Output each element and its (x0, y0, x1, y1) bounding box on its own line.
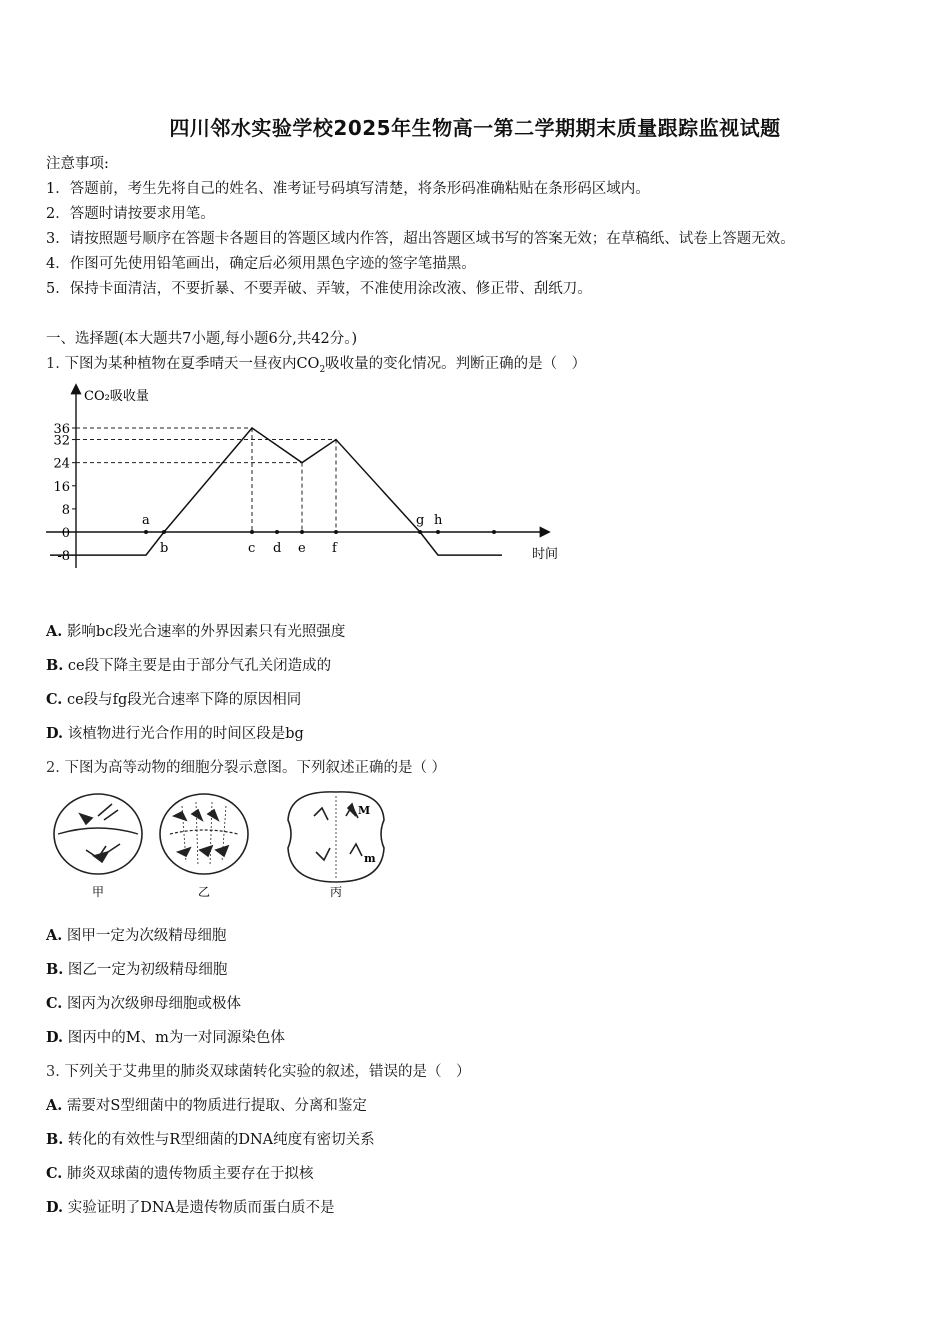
notice-item: 4．作图可先使用铅笔画出，确定后必须用黑色字迹的签字笔描黑。 (46, 256, 476, 272)
option-label: B. (46, 961, 64, 978)
option-text: 转化的有效性与R型细菌的DNA纯度有密切关系 (67, 1132, 375, 1148)
subscript: 2 (319, 364, 326, 375)
x-point-label: a (142, 513, 150, 528)
cell-label-bing: 丙 (330, 885, 343, 899)
chart-axes (46, 386, 548, 568)
question-3-stem (46, 1060, 470, 1081)
x-point-a (144, 530, 148, 534)
option-text: ce段与fg段光合速率下降的原因相同 (66, 692, 302, 708)
q2-option-c[interactable] (46, 992, 241, 1013)
y-tick-label: 16 (53, 479, 70, 495)
option-label: A. (46, 1097, 63, 1114)
chart-series (50, 428, 502, 555)
question-2-stem (46, 756, 446, 777)
question-text: 吸收量的变化情况。判断正确的是（ ） (325, 356, 587, 372)
chart-ticks (53, 422, 76, 564)
y-tick-label: 0 (61, 526, 70, 541)
option-label: B. (46, 1131, 64, 1148)
option-label: C. (46, 691, 63, 708)
option-label: C. (46, 995, 63, 1012)
notice-heading: 注意事项: (46, 156, 109, 172)
q3-option-c[interactable] (46, 1162, 313, 1183)
cell-yi (160, 794, 248, 874)
q3-option-d[interactable] (46, 1196, 335, 1217)
option-label: D. (46, 1029, 64, 1046)
cell-label-yi: 乙 (198, 885, 211, 899)
x-point-f (334, 530, 338, 534)
gene-label-m: m (364, 852, 376, 865)
y-tick-label: -8 (57, 549, 70, 565)
notice-item: 3．请按照题号顺序在答题卡各题目的答题区域内作答，超出答题区域书写的答案无效；在草稿纸、试卷上答题无效。 (46, 231, 795, 247)
y-tick-label: 36 (53, 422, 70, 437)
chart-x-points (142, 513, 496, 556)
option-text: ce段下降主要是由于部分气孔关闭造成的 (67, 658, 332, 674)
question-text: 下图为高等动物的细胞分裂示意图。下列叙述正确的是（ ） (64, 760, 447, 776)
option-text: 图甲一定为次级精母细胞 (66, 928, 227, 944)
gene-label-M: M (358, 804, 371, 817)
question-number: 2. (46, 760, 60, 776)
q2-option-a[interactable] (46, 924, 226, 945)
option-text: 图丙为次级卵母细胞或极体 (66, 996, 241, 1012)
q1-option-d[interactable] (46, 722, 304, 743)
x-point-d (275, 530, 279, 534)
x-point-label: b (160, 541, 169, 556)
question-number: 1. (46, 356, 60, 372)
notice-item: 2．答题时请按要求用笔。 (46, 206, 215, 222)
q1-option-b[interactable] (46, 654, 331, 675)
question-text: 下图为某种植物在夏季晴天一昼夜内CO (64, 356, 320, 372)
option-text: 实验证明了DNA是遗传物质而蛋白质不是 (67, 1200, 335, 1216)
q2-option-b[interactable] (46, 958, 227, 979)
x-axis-label: 时间 (532, 547, 559, 562)
option-text: 肺炎双球菌的遗传物质主要存在于拟核 (66, 1166, 314, 1182)
option-label: D. (46, 725, 64, 742)
option-label: A. (46, 927, 63, 944)
co2-chart (40, 378, 580, 578)
x-point-label: c (248, 541, 256, 556)
notice-item: 5．保持卡面清洁，不要折暴、不要弄破、弄皱，不准使用涂改液、修正带、刮纸刀。 (46, 281, 592, 297)
x-point-c (250, 530, 254, 534)
notice-item: 1．答题前，考生先将自己的姓名、准考证号码填写清楚，将条形码准确粘贴在条形码区域内。 (46, 181, 650, 197)
question-1-stem (46, 352, 586, 375)
y-tick-label: 32 (53, 433, 70, 449)
series-line (50, 428, 502, 555)
x-point-e (300, 530, 304, 534)
q3-option-a[interactable] (46, 1094, 367, 1115)
x-point-h (436, 530, 440, 534)
cell-label-jia: 甲 (92, 885, 105, 899)
option-text: 图乙一定为初级精母细胞 (67, 962, 228, 978)
option-text: 需要对S型细菌中的物质进行提取、分离和鉴定 (66, 1098, 367, 1114)
chart-guides (76, 428, 336, 532)
option-label: D. (46, 1199, 64, 1216)
x-point-label: f (332, 541, 337, 556)
q3-option-b[interactable] (46, 1128, 375, 1149)
section-heading: 一、选择题(本大题共7小题,每小题6分,共42分。) (46, 331, 358, 347)
option-text: 图丙中的M、m为一对同源染色体 (67, 1030, 285, 1046)
option-label: A. (46, 623, 63, 640)
y-axis-label: CO₂吸收量 (84, 389, 149, 404)
option-label: C. (46, 1165, 63, 1182)
y-tick-label: 8 (61, 502, 70, 518)
y-tick-label: 24 (53, 456, 70, 472)
x-point-label: e (298, 541, 306, 556)
question-number: 3. (46, 1064, 60, 1080)
option-label: B. (46, 657, 64, 674)
option-text: 该植物进行光合作用的时间区段是bg (67, 726, 304, 742)
option-text: 影响bc段光合速率的外界因素只有光照强度 (66, 624, 346, 640)
page-title: 四川邻水实验学校2025年生物高一第二学期期末质量跟踪监视试题 (169, 116, 781, 140)
x-point-extra (492, 530, 496, 534)
q1-option-a[interactable] (46, 620, 345, 641)
q2-option-d[interactable] (46, 1026, 285, 1047)
question-text: 下列关于艾弗里的肺炎双球菌转化实验的叙述，错误的是（ ） (64, 1064, 471, 1080)
x-point-label: d (273, 541, 282, 556)
cell-jia (54, 794, 142, 874)
cell-division-diagram (46, 786, 396, 902)
x-point-label: h (434, 513, 443, 528)
q1-option-c[interactable] (46, 688, 301, 709)
x-point-label: g (416, 513, 425, 528)
